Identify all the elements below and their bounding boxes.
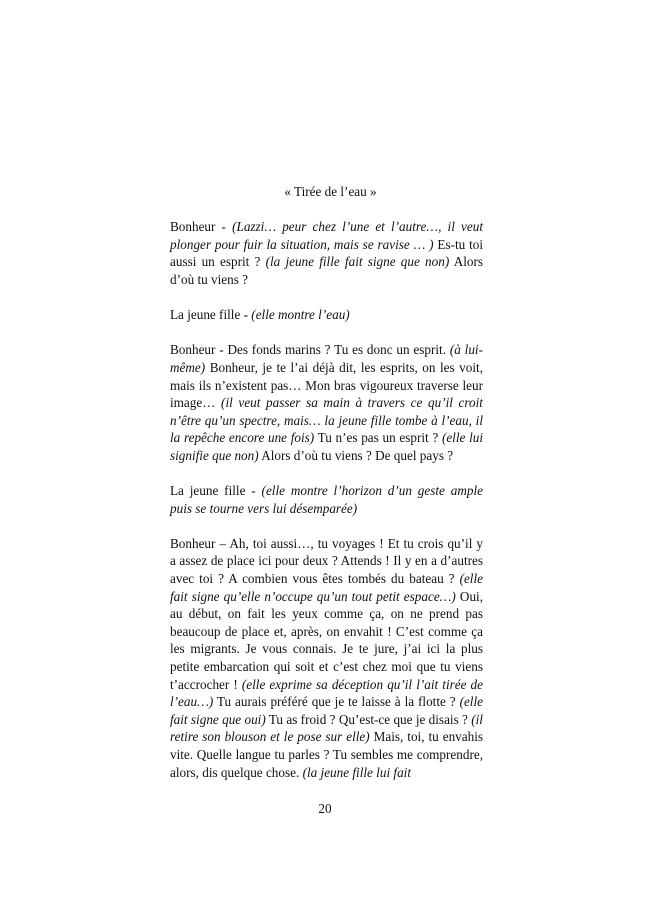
- stage-direction: (la jeune fille fait signe que non): [265, 254, 450, 270]
- dialogue-text: Alors d’où tu viens ? De quel pays ?: [258, 447, 454, 463]
- dialogue-paragraph-4: [170, 482, 483, 517]
- document-page: [170, 183, 483, 799]
- stage-direction: (il retire son blouson et le pose sur elle): [170, 711, 483, 745]
- dialogue-text: Ah, toi aussi…, tu voyages ! Et tu crois qu’il y a assez de place ici pour deux ? Attends ! Il y en a d’autres avec toi ? A combien vous êtes tombés du bateau ?: [170, 535, 484, 587]
- speaker-name: La jeune fille -: [170, 483, 262, 499]
- dialogue-text: Alors d’où tu viens ?: [170, 254, 484, 287]
- speaker-name: Bonheur -: [170, 219, 233, 235]
- dialogue-text: Tu aurais préféré que je te laisse à la flotte ?: [213, 694, 460, 710]
- stage-direction: (elle fait signe qu’elle n’occupe qu’un tout petit espace…): [170, 571, 483, 604]
- dialogue-paragraph-3: [170, 341, 483, 464]
- stage-direction: (elle montre l’eau): [251, 307, 350, 323]
- stage-direction: (elle exprime sa déception qu’il l’ait tirée de l’eau…): [170, 676, 483, 710]
- page-number: 20: [318, 801, 332, 816]
- speaker-name: Bonheur -: [170, 342, 228, 358]
- dialogue-text: Bonheur, je te l’ai déjà dit, les esprits, on les voit, mais ils n’existent pas… Mon bras vigoureux traverse leur image…: [170, 359, 483, 411]
- dialogue-text: Tu n’es pas un esprit ?: [314, 430, 442, 446]
- dialogue-text: Des fonds marins ? Tu es donc un esprit.: [227, 342, 450, 358]
- dialogue-text: Oui, au début, on fait les yeux comme ça, on ne prend pas beaucoup de place et, après, on envahit ! C’est comme ça les migrants. Je vous connais. Je te jure, j’ai ici la plus petite embarcation qui soit et c’est chez moi que tu viens t’accrocher !: [170, 588, 483, 692]
- dialogue-paragraph-2: [170, 306, 483, 324]
- speaker-name: Bonheur –: [170, 535, 230, 551]
- dialogue-text: Es-tu toi aussi un esprit ?: [170, 236, 483, 270]
- stage-direction: (elle lui signifie que non): [170, 430, 483, 463]
- scene-title: « Tirée de l’eau »: [284, 184, 377, 199]
- dialogue-paragraph-1: [170, 218, 483, 288]
- stage-direction: (elle fait signe que oui): [170, 694, 483, 727]
- stage-direction: (il veut passer sa main à travers ce qu’il croit n’être qu’un spectre, mais… la jeune fille tombe à l’eau, il la repêche encore une fois): [170, 395, 483, 446]
- dialogue-text: Tu as froid ? Qu’est-ce que je disais ?: [265, 711, 472, 727]
- stage-direction: (Lazzi… peur chez l’une et l’autre…, il veut plonger pour fuir la situation, mais se ravise … ): [170, 219, 483, 252]
- stage-direction: (elle montre l’horizon d’un geste ample puis se tourne vers lui désemparée): [170, 483, 483, 516]
- dialogue-paragraph-5: [170, 535, 483, 781]
- stage-direction: (à lui-même): [170, 342, 483, 375]
- dialogue-text: Mais, toi, tu envahis vite. Quelle langue tu parles ? Tu sembles me comprendre, alors, dis quelque chose.: [170, 729, 483, 780]
- stage-direction: (la jeune fille lui fait: [302, 764, 411, 780]
- speaker-name: La jeune fille -: [170, 307, 252, 323]
